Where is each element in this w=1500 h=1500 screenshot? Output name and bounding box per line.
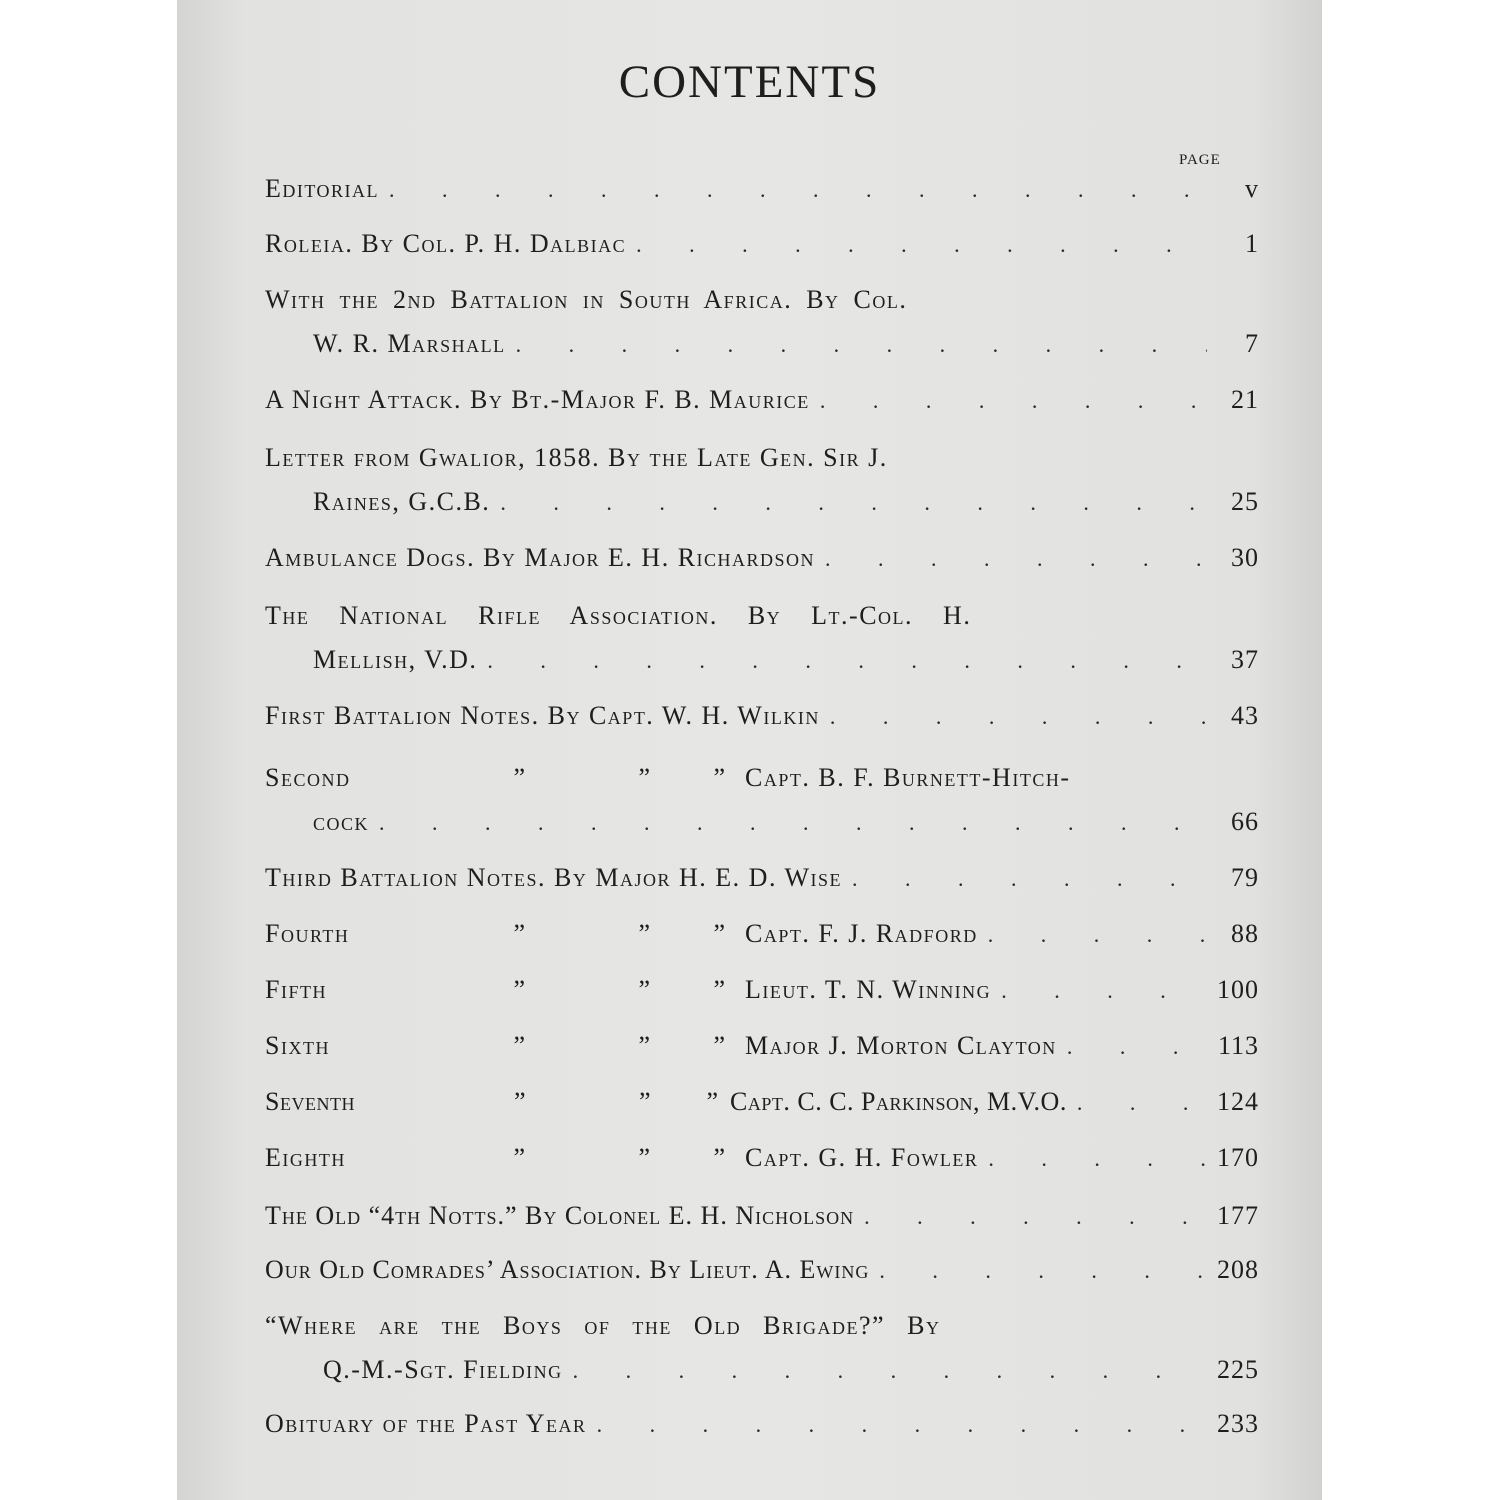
ditto-mark: ” (513, 1143, 527, 1172)
entry-page: 100 (1217, 975, 1259, 1004)
toc-entry-rifle-association[interactable] (265, 594, 1259, 682)
dot-leader (490, 480, 1207, 525)
ditto-mark: ” (638, 975, 652, 1004)
entry-page: 66 (1231, 807, 1259, 836)
entry-title-line-2: Q.-M.-Sgt. Fielding (323, 1355, 563, 1384)
entry-page: 30 (1231, 543, 1259, 572)
ditto-mark: ” (706, 1087, 719, 1116)
toc-entry-seventh-battalion[interactable] (265, 1080, 1259, 1124)
entry-title: First Battalion Notes. By Capt. W. H. Wilkin (265, 701, 820, 730)
entry-head: Fifth (265, 975, 327, 1004)
entry-title: Roleia. By Col. P. H. Dalbiac (265, 229, 627, 258)
toc-entry-fourth-battalion[interactable] (265, 912, 1259, 956)
entry-page: 113 (1217, 1031, 1259, 1060)
ditto-mark: ” (638, 763, 652, 792)
entry-author: Capt. B. F. Burnett-Hitch- (745, 763, 1071, 792)
entry-page: 124 (1217, 1087, 1259, 1116)
ditto-mark: ” (713, 975, 727, 1004)
entry-page: 170 (1217, 1143, 1259, 1172)
dot-leader (506, 322, 1207, 367)
dot-leader (626, 222, 1207, 267)
entry-page: 88 (1231, 919, 1259, 948)
entry-author: Capt. G. H. Fowler (745, 1143, 979, 1172)
entry-head: Seventh (265, 1087, 355, 1116)
dot-leader (587, 1402, 1207, 1447)
page-column-header: PAGE (1179, 152, 1221, 168)
entry-author: Major J. Morton Clayton (745, 1031, 1057, 1060)
toc-entry-south-africa[interactable] (265, 278, 1259, 366)
book-page (177, 0, 1322, 1500)
entry-page: 21 (1231, 385, 1259, 414)
entry-page: 177 (1217, 1201, 1259, 1230)
ditto-mark: ” (638, 1031, 652, 1060)
dot-leader (854, 1194, 1207, 1239)
ditto-mark: ” (713, 763, 727, 792)
entry-page: 37 (1231, 645, 1259, 674)
entry-title: Ambulance Dogs. By Major E. H. Richardson (265, 543, 816, 572)
ditto-mark: ” (713, 1143, 727, 1172)
dot-leader (1067, 1080, 1207, 1125)
ditto-mark: ” (713, 1031, 727, 1060)
ditto-mark: ” (713, 919, 727, 948)
entry-author: Capt. C. C. Parkinson, M.V.O. (730, 1087, 1067, 1116)
entry-page: 43 (1231, 701, 1259, 730)
dot-leader (815, 536, 1207, 581)
entry-page: 1 (1245, 229, 1259, 258)
entry-title: The Old “4th Notts.” By Colonel E. H. Nicholson (265, 1201, 855, 1230)
entry-title: Third Battalion Notes. By Major H. E. D. Wise (265, 863, 843, 892)
dot-leader (810, 378, 1207, 423)
dot-leader (369, 800, 1207, 845)
entry-title-line-2: W. R. Marshall (313, 329, 506, 358)
entry-title-line-2: cock (313, 807, 370, 836)
toc-entry-old-comrades[interactable] (265, 1248, 1259, 1292)
entry-title-line-1: The National Rifle Association. By Lt.-Col. H. (265, 601, 972, 630)
dot-leader (379, 167, 1207, 212)
entry-page: 25 (1231, 487, 1259, 516)
dot-leader (869, 1248, 1207, 1293)
toc-entry-gwalior[interactable] (265, 436, 1259, 524)
dot-leader (978, 912, 1207, 957)
toc-entry-sixth-battalion[interactable] (265, 1024, 1259, 1068)
ditto-mark: ” (513, 763, 527, 792)
entry-title-line-1: Letter from Gwalior, 1858. By the Late Gen. Sir J. (265, 443, 888, 472)
ditto-mark: ” (638, 1143, 652, 1172)
entry-title: A Night Attack. By Bt.-Major F. B. Maurice (265, 385, 810, 414)
entry-head: Fourth (265, 919, 350, 948)
entry-title-line-2: Mellish, V.D. (313, 645, 478, 674)
toc-entry-eighth-battalion[interactable] (265, 1136, 1259, 1180)
entry-title: Editorial (265, 174, 380, 203)
entry-title-line-1: “Where are the Boys of the Old Brigade?” By (265, 1311, 941, 1340)
entry-page: 225 (1217, 1355, 1259, 1384)
dot-leader (563, 1348, 1207, 1393)
toc-entry-night-attack[interactable] (265, 378, 1259, 422)
toc-entry-second-battalion[interactable] (265, 756, 1259, 844)
entry-page: 233 (1217, 1409, 1259, 1438)
ditto-mark: ” (638, 1087, 652, 1116)
dot-leader (1057, 1024, 1207, 1069)
entry-head: Sixth (265, 1031, 330, 1060)
entry-author: Capt. F. J. Radford (745, 919, 978, 948)
dot-leader (477, 638, 1207, 683)
entry-title-line-2: Raines, G.C.B. (313, 487, 491, 516)
dot-leader (991, 968, 1207, 1013)
ditto-mark: ” (638, 919, 652, 948)
toc-entry-roleia[interactable] (265, 222, 1259, 266)
dot-leader (978, 1136, 1207, 1181)
entry-page: v (1245, 174, 1259, 203)
toc-entry-first-battalion[interactable] (265, 694, 1259, 738)
entry-page: 7 (1245, 329, 1259, 358)
ditto-mark: ” (513, 975, 527, 1004)
toc-entry-old-4th-notts[interactable] (265, 1194, 1259, 1238)
ditto-mark: ” (513, 1087, 527, 1116)
ditto-mark: ” (513, 1031, 527, 1060)
entry-head: Second (265, 763, 351, 792)
entry-head: Eighth (265, 1143, 346, 1172)
dot-leader (820, 694, 1207, 739)
dot-leader (842, 856, 1207, 901)
entry-title: Our Old Comrades’ Association. By Lieut. A. Ewing (265, 1255, 870, 1284)
page-title: CONTENTS (618, 56, 881, 108)
entry-title: Obituary of the Past Year (265, 1409, 587, 1438)
toc-entry-old-brigade[interactable] (265, 1304, 1259, 1392)
entry-author: Lieut. T. N. Winning (745, 975, 992, 1004)
entry-page: 79 (1231, 863, 1259, 892)
toc-entry-third-battalion[interactable] (265, 856, 1259, 900)
ditto-mark: ” (513, 919, 527, 948)
toc-entry-obituary[interactable] (265, 1402, 1259, 1446)
toc-entry-editorial[interactable] (265, 167, 1259, 211)
entry-title-line-1: With the 2nd Battalion in South Africa. By Col. (265, 285, 908, 314)
toc-entry-fifth-battalion[interactable] (265, 968, 1259, 1012)
toc-entry-ambulance-dogs[interactable] (265, 536, 1259, 580)
entry-page: 208 (1217, 1255, 1259, 1284)
